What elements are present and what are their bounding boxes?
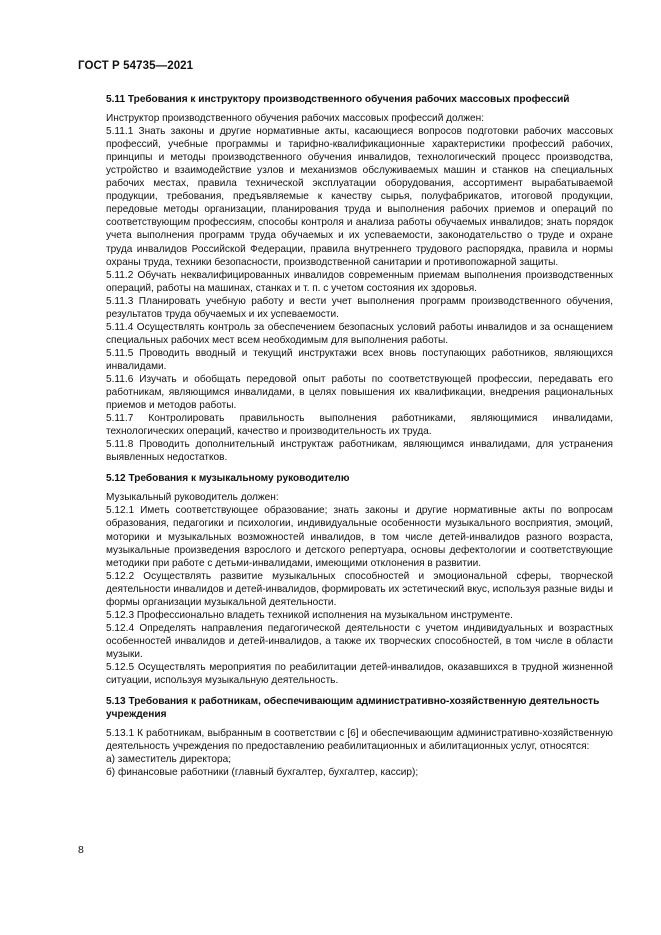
document-body [106,93,613,779]
section-title: 5.11 Требования к инструктору производственного обучения рабочих массовых профессий [106,94,570,105]
section-title: 5.13 Требования к работникам, обеспечивающим административно-хозяйственную деятельность учреждения [106,696,600,721]
paragraph: 5.12.2 Осуществлять развитие музыкальных способностей и эмоциональной сферы, творческой деятельности инвалидов и детей-инвалидов, формировать их эстетический вкус, используя разные виды и формы организации музыкальной деятельности. [106,570,613,608]
paragraph: 5.11.3 Планировать учебную работу и вести учет выполнения программ производственного обучения, результатов труда обучаемых и их успеваемости. [106,295,613,320]
paragraph: а) заместитель директора; [106,754,232,766]
paragraph: 5.11.4 Осуществлять контроль за обеспечением безопасных условий работы инвалидов и за оснащением специальных рабочих мест всем необходимым для выполнения работы. [106,321,613,346]
section-title: 5.12 Требования к музыкальному руководителю [106,473,350,485]
paragraph: 5.13.1 К работникам, выбранным в соответствии с [6] и обеспечивающим административно-хозяйственную деятельность учреждения по предоставлению реабилитационных и абилитационных услуг, относятся: [106,728,613,753]
paragraph: 5.11.1 Знать законы и другие нормативные акты, касающиеся вопросов подготовки рабочих массовых профессий, учебные программы и тарифно-квалификационные характеристики профессий рабочих, принципы и методы производственного обучения инвалидов, технологический процесс производства, устройство и взаимодействие узлов и механизмов обслуживаемых машин и станков на специальных рабочих местах, правила технической эксплуатации оборудования, ассортимент вырабатываемой продукции, требования, предъявляемые к качеству сырья, полуфабрикатов, итоговой продукции, передовые методы организации, планирования труда и выполнения рабочих приемов и операций по соответствующим профессиям, способы контроля и анализа работы обучаемых инвалидов; знать порядок учета выполнения программ труда обучаемых и их успеваемости, законодательство о труде и охране труда инвалидов Российской Федерации, правила внутреннего трудового распорядка, правила и нормы охраны труда, техники безопасности, производственной санитарии и противопожарной защиты. [106,126,613,268]
paragraph: 5.11.2 Обучать неквалифицированных инвалидов современным приемам выполнения производственных операций, работы на машинах, станках и т. п. с учетом состояния их здоровья. [106,269,613,294]
paragraph: 5.11.6 Изучать и обобщать передовой опыт работы по соответствующей профессии, передавать его работникам, являющимся инвалидами, в целях повышения их квалификации, внедрения рациональных приемов и методов работы. [106,373,613,412]
paragraph: 5.12.3 Профессионально владеть техникой исполнения на музыкальном инструменте. [106,609,513,621]
document-header: ГОСТ Р 54735—2021 [78,60,194,72]
paragraph: 5.11.7 Контролировать правильность выполнения работниками, являющимися инвалидами, технологических операций, качество и производительность их труда. [106,413,613,438]
paragraph: 5.12.4 Определять направления педагогической деятельности с учетом индивидуальных и возрастных особенностей инвалидов и детей-инвалидов, а также их творческих способностей, в том числе в области музыки. [106,622,613,660]
section-5-12 [106,472,613,687]
paragraph: 5.11.5 Проводить вводный и текущий инструктажи всех вновь поступающих работников, являющихся инвалидами. [106,347,613,372]
paragraph: б) финансовые работники (главный бухгалтер, бухгалтер, кассир); [106,767,419,779]
paragraph: Инструктор производственного обучения рабочих массовых профессий должен: [106,113,485,125]
page-number: 8 [78,844,84,856]
section-5-11 [106,93,613,464]
section-5-13 [106,695,613,779]
paragraph: Музыкальный руководитель должен: [106,492,279,504]
paragraph: 5.12.5 Осуществлять мероприятия по реабилитации детей-инвалидов, оказавшихся в трудной жизненной ситуации, используя музыкальную деятельность. [106,661,613,687]
paragraph: 5.12.1 Иметь соответствующее образование; знать законы и другие нормативные акты по вопросам образования, педагогики и психологии, индивидуальные особенности музыкального восприятия, эмоций, моторики и музыкальных возможностей инвалидов, в том числе детей-инвалидов разного возраста, музыкальные произведения взрослого и детского репертуара, основы дефектологии и соответствующие методики при работе с детьми-инвалидами, имеющими отклонения в развитии. [106,505,613,569]
paragraph: 5.11.8 Проводить дополнительный инструктаж работникам, являющимся инвалидами, для устранения выявленных недостатков. [106,439,613,464]
